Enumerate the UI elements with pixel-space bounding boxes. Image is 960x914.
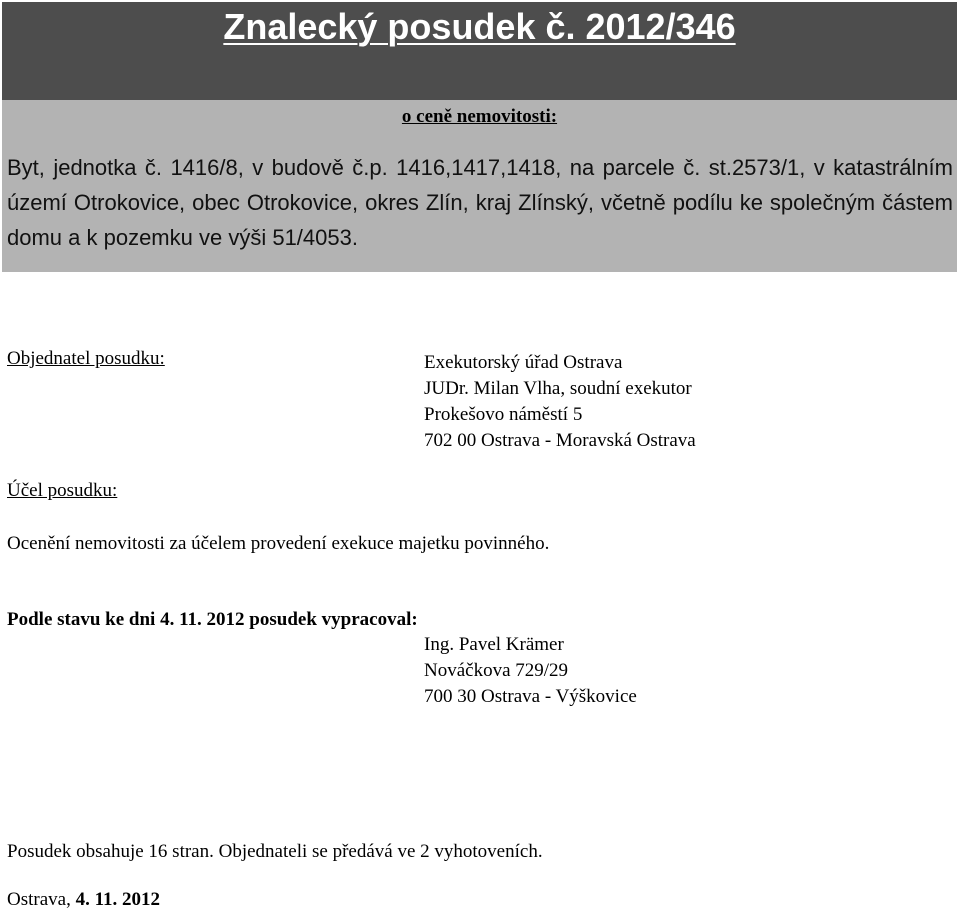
- purpose-label: Účel posudku:: [7, 480, 118, 501]
- client-line-4: 702 00 Ostrava - Moravská Ostrava: [424, 430, 696, 451]
- purpose-text: Ocenění nemovitosti za účelem provedení exekuce majetku povinného.: [7, 533, 550, 554]
- client-line-1: Exekutorský úřad Ostrava: [424, 352, 623, 373]
- document-title: Znalecký posudek č. 2012/346: [223, 6, 736, 47]
- author-line-2: Nováčkova 729/29: [424, 660, 569, 681]
- author-line-3: 700 30 Ostrava - Výškovice: [424, 686, 637, 707]
- client-line-2: JUDr. Milan Vlha, soudní exekutor: [424, 378, 692, 399]
- document-subtitle: o ceně nemovitosti:: [401, 106, 558, 127]
- place-date: [7, 889, 160, 911]
- property-description: Byt, jednotka č. 1416/8, v budově č.p. 1416,1417,1418, na parcele č. st.2573/1, v katastrálním území Otrokovice, obec Otrokovice, okres Zlín, kraj Zlínský, včetně podílu ke společným částem domu a k pozemku ve výši 51/4053.: [7, 155, 953, 250]
- client-line-3: Prokešovo náměstí 5: [424, 404, 583, 425]
- title-band: [2, 2, 957, 100]
- place: Ostrava,: [7, 889, 76, 910]
- date: 4. 11. 2012: [75, 889, 161, 910]
- author-line-1: Ing. Pavel Krämer: [424, 634, 564, 655]
- pages-note: Posudek obsahuje 16 stran. Objednateli se předává ve 2 vyhotoveních.: [7, 841, 543, 862]
- client-label: Objednatel posudku:: [7, 348, 165, 369]
- subject-band: [2, 100, 957, 272]
- author-label: Podle stavu ke dni 4. 11. 2012 posudek vypracoval:: [7, 609, 418, 630]
